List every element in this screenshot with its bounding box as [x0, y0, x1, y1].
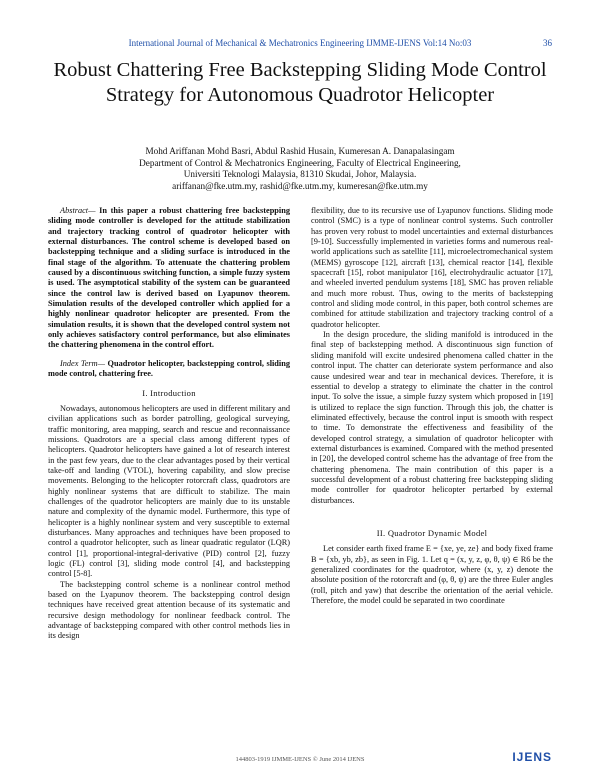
paragraph-model-1: Let consider earth fixed frame E = {xe, ye, ze} and body fixed frame B = {xb, yb, zb}, as seen in Fig. 1. Let q = (x, y, z, φ, θ, ψ) ∈ R6 be the generalized coordinates for the quadrotor, where (x, y, z) denote the absolute position of the rotorcraft and (φ, θ, ψ) are the three Euler angles (roll, pitch and yaw) that describe the orientation of the aerial vehicle. Therefore, the model could be separated in two coordinate — [311, 544, 553, 606]
journal-name: International Journal of Mechanical & Mechatronics Engineering IJMME-IJENS Vol:14 No:03 — [128, 38, 472, 48]
left-column — [48, 206, 290, 642]
paragraph-intro-1: Nowadays, autonomous helicopters are used in different military and civilian applications such as border patrolling, geological surveying, traffic monitoring, area mapping, search and rescue and reconnaissance missions. Quadrotors are a special class among different types of helicopters. Quadrotor helicopters have gained a lot of research interest in the past few years, due to the clear advantages posed by their vertical take-off and landing (VTOL), hovering capability, and slow precise movements. Belonging to the helicopter rotorcraft class, quadrotors are highly nonlinear systems that are difficult to stabilize. The main challenges of the quadrotor helicopters are mainly due to its unstable nature and complexity of the dynamic model. Furthermore, this type of helicopter is a highly nonlinear system and very susceptible to external disturbances. Many approaches and techniques have been proposed to control a quadrotor helicopter, such as linear quadratic regulator (LQR) control [1], proportional-integral-derivative (PID) control [2], fuzzy logic (FL) control [3], sliding mode control [4], and backstepping control [5-8]. — [48, 403, 290, 579]
paragraph-right-2: In the design procedure, the sliding manifold is introduced in the final step of backstepping method. A discontinuous sign function of sliding manifold will excite undesired phenomena called chatter in the control input. The chatter can deteriorate system performance and also cause undesired wear and tear in mechanical devices. Therefore, it is essential to develop a strategy to eliminate the chatter in the control input. To solve the issue, a simple fuzzy system which proposed in [19] is utilized to replace the sign function. Through this job, the chatter is eliminated effectively, because the control input is smooth with respect to time. To demonstrate the effectiveness and feasibility of the developed control strategy, a simulation of quadrotor helicopter with external disturbances is examined. Compared with the method presented in [20], the developed control scheme has the advantage of free from the chattering phenomena. The main contribution of this paper is a successful development of a robust chattering free backstepping sliding mode controller for quadrotor helicopter pertarbed by external disturbances. — [311, 330, 553, 505]
abstract-text: In this paper a robust chattering free backstepping sliding mode controller is developed for the attitude stabilization and trajectory tracking control of quadrotor helicopter with external disturbances. The control scheme is developed based on backstepping technique and a sliding surface is introduced in the final stage of the algorithm. To attenuate the chattering problem caused by a discontinuous switching function, a simple fuzzy system is used. The asymptotical stability of the system can be guaranteed since the control law is derived based on Lyapunov theorem. Simulation results of the developed controller which applied for a highly nonlinear quadrotor helicopter are presented. From the simulation results, it is shown that the developed control system not only achieves satisfactory control performance, but also eliminates the chattering phenomena in the control effort. — [48, 206, 290, 350]
index-terms — [48, 359, 290, 380]
abstract — [48, 206, 290, 351]
section-heading-model: II. Quadrotor Dynamic Model — [376, 527, 488, 538]
author-block — [40, 146, 560, 192]
section-heading-introduction: I. Introduction — [142, 387, 196, 398]
author-names: Mohd Ariffanan Mohd Basri, Abdul Rashid Husain, Kumeresan A. Danapalasingam — [145, 146, 455, 156]
author-emails: ariffanan@fke.utm.my, rashid@fke.utm.my, kumeresan@fke.utm.my — [172, 180, 428, 191]
index-terms-text: Quadrotor helicopter, backstepping control, sliding mode control, chattering free. — [48, 358, 290, 379]
paragraph-right-1: flexibility, due to its recursive use of Lyapunov functions. Sliding mode control (SMC) is a type of nonlinear control systems. Such controller has proven very robust to model uncertainties and external disturbances [9-10]. Successfully implemented in varieties forms and numerous real-world applications such as satellite [11], microelectromechanical system (MEMS) gyroscope [12], aircraft [13], chemical reactor [14], flexible spacecraft [15], robot manipulator [16], electrohydraulic actuator [17], and wheeled inverted pendulum systems [18], SMC has proven reliable and much more robust. Thus, owing to the merits of backstepping control and sliding mode control, in this paper, both control schemes are combined for attitude stabilization and trajectory tracking control of a quadrotor helicopter. — [311, 206, 553, 329]
right-column — [311, 206, 553, 606]
footer-code: 144803-1919 IJMME-IJENS © June 2014 IJENS — [235, 756, 365, 763]
running-header — [0, 38, 600, 52]
page-number: 36 — [543, 38, 552, 48]
ijens-logo: IJENS — [512, 750, 552, 764]
abstract-lead: Abstract— — [60, 206, 96, 215]
index-terms-lead: Index Term— — [60, 358, 106, 368]
author-department: Department of Control & Mechatronics Engineering, Faculty of Electrical Engineering, — [139, 157, 461, 168]
author-address: Universiti Teknologi Malaysia, 81310 Skudai, Johor, Malaysia. — [183, 169, 417, 179]
paper-title: Robust Chattering Free Backstepping Sliding Mode Control Strategy for Autonomous Quadrotor Helicopter — [53, 59, 547, 106]
paragraph-intro-2: The backstepping control scheme is a nonlinear control method based on the Lyapunov theorem. The backstepping control design techniques have received great attention because of its systematic and recursive design methodology for nonlinear feedback control. The advantage of backstepping compared with other control methods lies in its design — [48, 579, 290, 641]
